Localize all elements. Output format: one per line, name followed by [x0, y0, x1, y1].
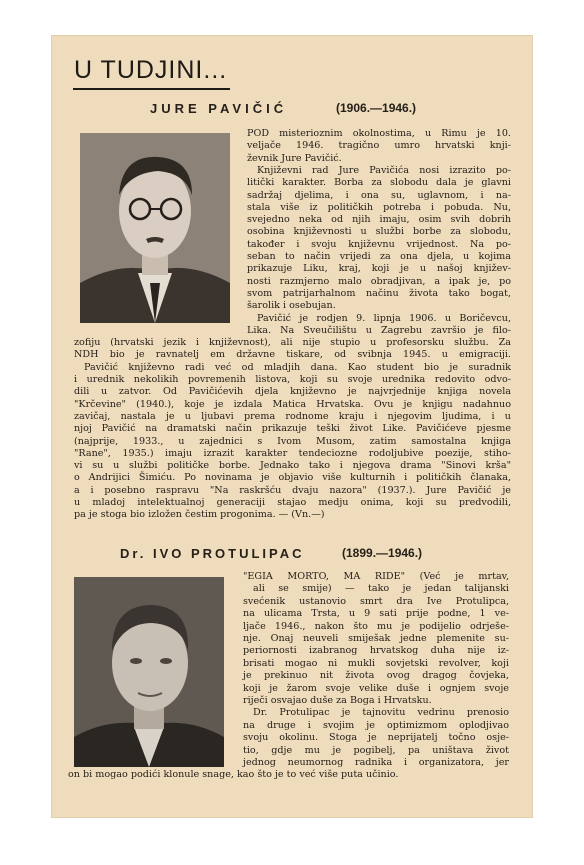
article2-text-line: periornosti izabranog hrvatskog duha nije iz- [243, 645, 509, 657]
article2-text-line: na druge i svojim je optimizmom oplodjivao [243, 719, 509, 731]
article2-text-line: jednog neumornog radnika i organizatora, jer [243, 757, 509, 768]
article1-text-line: svejedno neka od njih imaju, osim svih dobrih [247, 214, 511, 226]
article1-text-line: nosti razmjerno malo obradjivan, a ipak je, po [247, 275, 511, 287]
article2-text-line: ljače 1946., nakon što mu je podijelio odrješe- [243, 620, 509, 632]
article1-text-line: (najprije, 1933., u zajednici s Ivom Musom, zatim samostalna knjiga [74, 435, 511, 447]
article1-dates: (1906.—1946.) [336, 101, 417, 115]
article1-text-line: litički karakter. Borba za slobodu dala je glavni [247, 177, 511, 189]
article1-text-line: pa je stoga bio izložen čestim progonima. — (Vn.—) [74, 509, 325, 521]
article1-text-line: također i svoju književnu vrijednost. Na po- [247, 238, 511, 250]
article1-text-line: sadržaj djelima, i ona su, uglavnom, i na- [247, 189, 511, 201]
article1-text-line: Književni rad Jure Pavičića nosi izrazito po- [257, 164, 511, 176]
article1-text-line: stala više iz političkih potreba i pobuda. Nu, [247, 201, 511, 213]
article2-text-line: riječi osvajao duše za Boga i Hrvatsku. [243, 695, 432, 706]
article1-text-line: prikazuje Liku, kraj, koji je u našoj književ- [247, 263, 511, 275]
article2-text-line: nje. Onaj neuveli smiješak jedne plemenite su- [243, 633, 509, 644]
article1-text-line: Pavičić književno radi već od mladjih dana. Kao student bio je suradnik [84, 361, 511, 373]
article1-text-line: o Andrijici Šimiću. Po novinama je objavio više kulturnih i političkih članaka, [74, 472, 511, 484]
article2-text-line: ali se smije) — tako je jedan talijanski [253, 583, 509, 595]
article1-text-line: "Krčevine" (1940.), koje je izdala Matica Hrvatska. Ovu je knjigu nadahnuo [74, 398, 511, 410]
article2-text-line: brisati mogao ni mukli sovjetski revolver, koji [243, 657, 509, 669]
portrait-photo-pavicic [80, 133, 230, 323]
article2-text-line: svoju okolinu. Stoga je neprijatelj točno osje- [243, 732, 509, 744]
article2-dates: (1899.—1946.) [342, 546, 423, 560]
article2-text-line: svećenik ustanovio smrt dra Ive Protulipca, [243, 595, 509, 607]
article2-text-line: on bi mogao podići klonule snage, kao što je to već više puta učinio. [68, 769, 399, 781]
article1-text-line: zavičaj, nastala je u ljubavi prema rodnome kraju i njegovim ljudima, i u [74, 410, 511, 422]
article1-text-line: svom patrijarhalnom načinu života tako bogat, [247, 287, 511, 299]
article1-text-line: dili u zatvor. Od Pavičićevih djela književno je najvrjednije knjiga novela [74, 386, 511, 398]
article1-text-line: zofiju (hrvatski jezik i književnost), ali nije stupio u profesorsku službu. Za [74, 337, 511, 349]
article2-text-line: koji je žarom svoje velike duše i ognjem svoje [243, 682, 509, 694]
article1-text-line: u mladoj intelektualnoj generaciji stajao medju onima, koji su predvodili, [74, 497, 511, 508]
article1-text-line: ževnik Jure Pavičić. [247, 152, 342, 164]
article2-text-line: "EGIA MORTO, MA RIDE" (Već je mrtav, [243, 571, 509, 582]
section-title: U TUDJINI... [74, 56, 228, 84]
article1-text-line: seban to način vrijedi za ona djela, u kojima [247, 251, 511, 262]
article2-text-line: na ulicama Trsta, u 9 sati prije podne, 1 ve- [243, 608, 509, 620]
article1-text-line: "Rane", 1935.) imaju izrazit karakter tendeciozne rodoljubive poezije, stiho- [74, 447, 511, 459]
article1-text-line: njoj Pavičić na dramatski način prikazuje teški život Like. Pavičićeve pjesme [74, 423, 511, 435]
article1-text-line: Pavičić je rodjen 9. lipnja 1906. u Boričevcu, [257, 312, 511, 324]
title-underline [73, 88, 230, 90]
article1-text-line: osobina književnosti u službi borbe za slobodu, [247, 226, 511, 238]
article2-name: Dr. IVO PROTULIPAC [120, 546, 305, 561]
article1-text-line: NDH bio je ravnatelj em državne tiskare, od svibnja 1945. u emigraciji. [74, 349, 511, 361]
article2-text-line: tio, gdje mu je pogibelj, pa uništava život [243, 744, 509, 756]
article2-text-line: je prekinuo nit života ovog dragog čovjeka, [243, 670, 509, 682]
article1-text-line: šarolik i osebujan. [247, 300, 336, 312]
article1-name: JURE PAVIČIĆ [150, 101, 288, 116]
article1-text-line: POD misterioznim okolnostima, u Rimu je 10. [247, 128, 511, 139]
article1-text-line: i urednik nekolikih povremenih listova, koji su svoje urednika redovito odvo- [74, 374, 511, 385]
article2-text-line: Dr. Protulipac je tajnovitu vedrinu prenosio [253, 707, 509, 719]
article1-text-line: veljače 1946. tragično umro hrvatski knji- [247, 140, 511, 152]
portrait-photo-protulipac [74, 577, 224, 767]
article1-text-line: a i posebno raspravu "Na raskršću dvaju nazora" (1937.). Jure Pavičić je [74, 484, 511, 496]
article1-text-line: vi su u službi političke borbe. Jednako tako i njegova drama "Sinovi krša" [74, 460, 511, 472]
article1-text-line: Lika. Na Sveučilištu u Zagrebu završio je filo- [247, 324, 511, 336]
